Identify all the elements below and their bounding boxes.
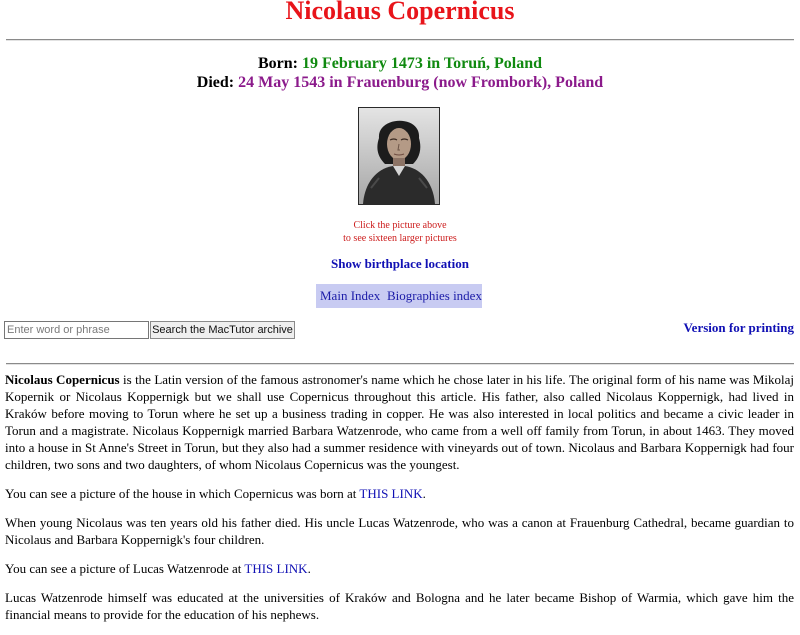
- biography-content: [5, 371, 794, 635]
- paragraph-4-end: .: [307, 561, 311, 576]
- paragraph-5: Lucas Watzenrode himself was educated at the universities of Kraków and Bologna and he later became Bishop of Warmia, which gave him the financial means to provide for the education of his nephews.: [5, 590, 794, 622]
- paragraph-2-text: You can see a picture of the house in which Copernicus was born at: [5, 486, 360, 501]
- born-label: Born:: [257, 55, 302, 72]
- main-index-link[interactable]: Main Index: [320, 288, 381, 303]
- caption-line-2: to see sixteen larger pictures: [343, 233, 457, 244]
- search-input[interactable]: [4, 321, 149, 339]
- portrait-caption: [0, 219, 800, 245]
- biographies-index-link[interactable]: Biographies index: [387, 288, 482, 303]
- born-value: 19 February 1473 in Toruń, Poland: [301, 55, 543, 72]
- search-button[interactable]: Search the MacTutor archive: [150, 321, 295, 339]
- watzenrode-picture-link[interactable]: THIS LINK: [244, 561, 308, 576]
- paragraph-4: [5, 560, 794, 577]
- content-divider: [6, 363, 794, 365]
- portrait-drawing: [359, 108, 439, 204]
- name-bold: Nicolaus Copernicus: [5, 372, 120, 387]
- house-picture-link[interactable]: THIS LINK: [359, 486, 423, 501]
- version-printing-link[interactable]: Version for printing: [683, 320, 794, 335]
- birthplace-link[interactable]: Show birthplace location: [331, 256, 469, 271]
- paragraph-1-text: is the Latin version of the famous astronomer's name which he chose later in his life. The original form of his name was Mikolaj Kopernik or Nicolaus Koppernigk but we shall use Copernicus throughout this article. His father, also called Nicolaus Koppernigk, had lived in Kraków before moving to Torun where he set up a business trading in copper. He was also interested in local politics and became a civic leader in Torun and a magistrate. Nicolaus Koppernigk married Barbara Watzenrode, who came from a well off family from Torun, in about 1463. They moved into a house in St Anne's Street in Torun, but they also had a summer residence with vineyards out of town. Nicolaus and Barbara Koppernigk had four children, two sons and two daughters, of whom Nicolaus Copernicus was the youngest.: [5, 372, 794, 472]
- died-label: Died:: [196, 74, 239, 91]
- page-title: Nicolaus Copernicus: [285, 0, 515, 25]
- died-line: [0, 74, 800, 92]
- caption-line-1: Click the picture above: [353, 220, 447, 231]
- paragraph-2: [5, 485, 794, 502]
- paragraph-2-end: .: [422, 486, 426, 501]
- birthplace-link-container: [0, 256, 800, 272]
- paragraph-4-text: You can see a picture of Lucas Watzenrode at: [5, 561, 245, 576]
- top-divider: [6, 39, 794, 41]
- paragraph-1: [5, 371, 794, 473]
- born-line: [0, 55, 800, 73]
- index-nav: [316, 284, 482, 308]
- died-value: 24 May 1543 in Frauenburg (now Frombork), Poland: [238, 74, 604, 91]
- paragraph-3: When young Nicolaus was ten years old his father died. His uncle Lucas Watzenrode, who was a canon at Frauenburg Cathedral, became guardian to Nicolaus and Barbara Koppernigk's four children.: [5, 515, 794, 547]
- portrait-image[interactable]: [358, 107, 440, 205]
